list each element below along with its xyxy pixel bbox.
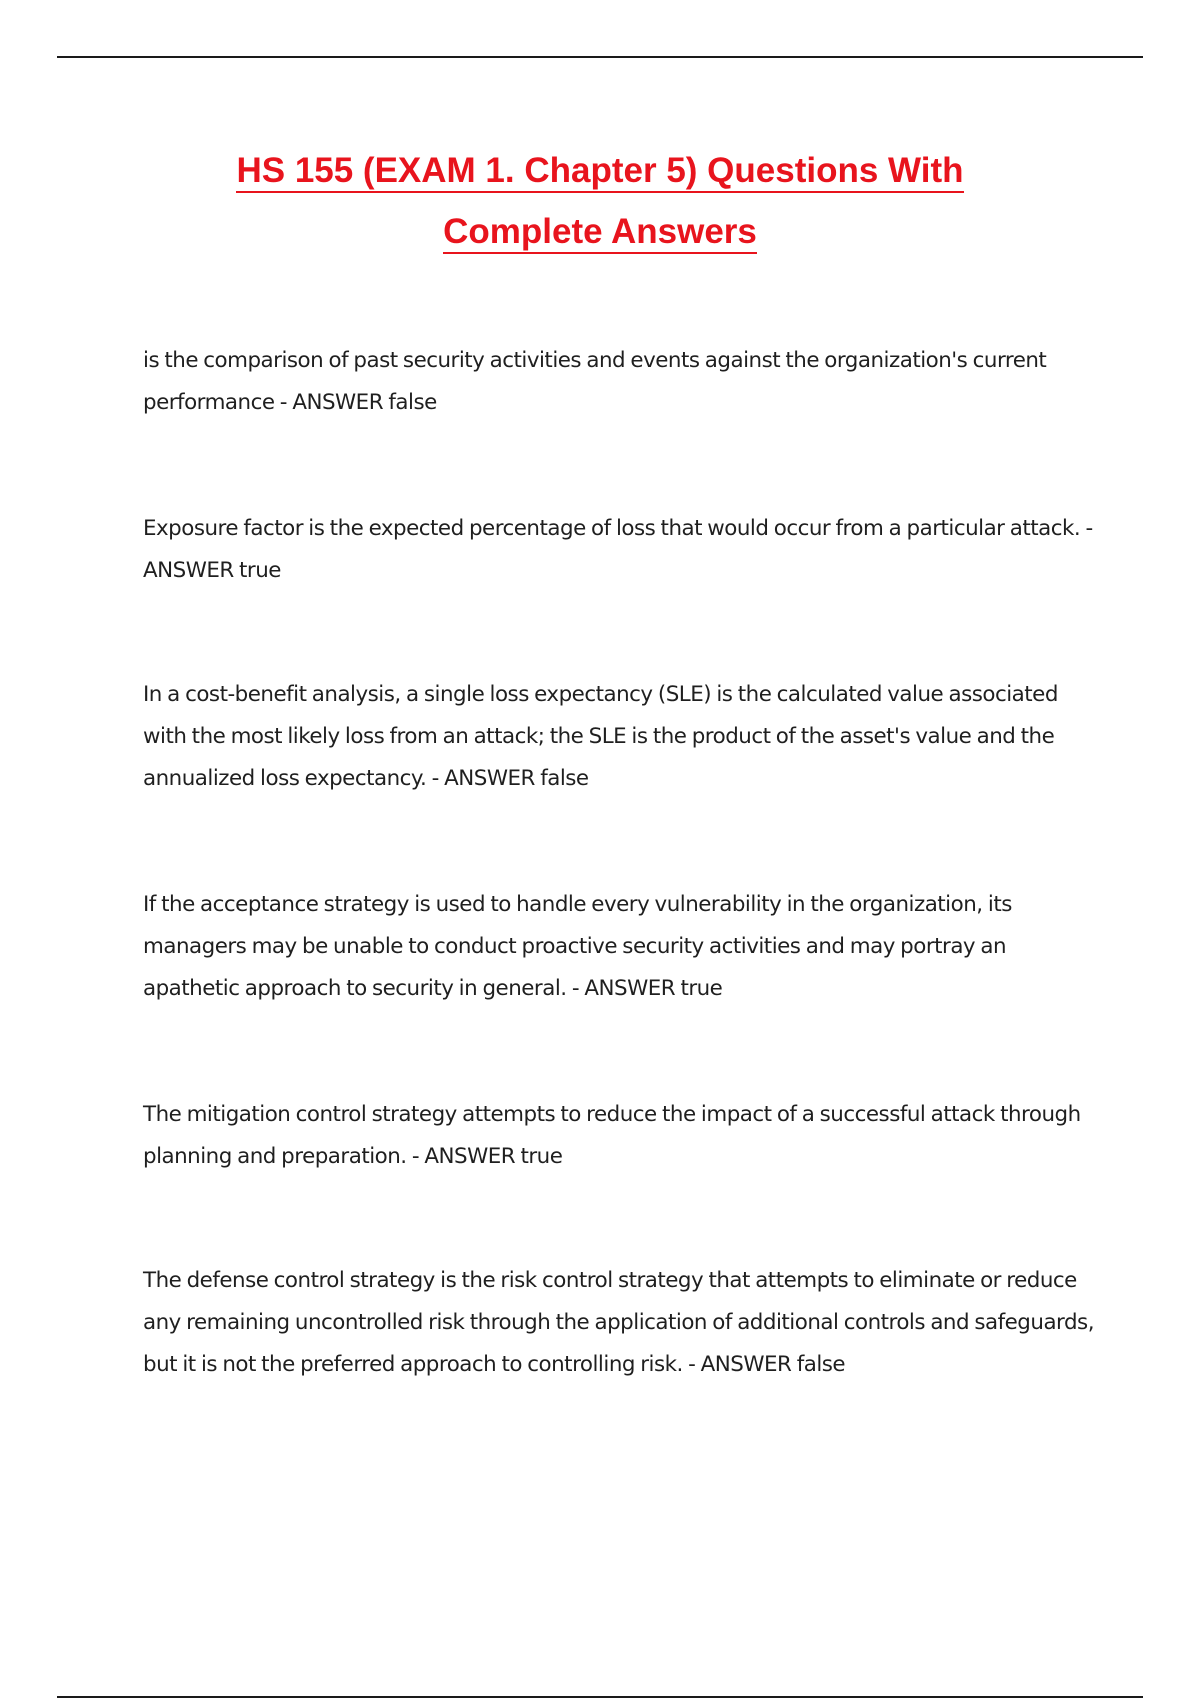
- bottom-rule: [57, 1696, 1143, 1698]
- qa-item-4: [143, 884, 1103, 1010]
- answer-text: false: [388, 390, 437, 415]
- qa-item-3: [143, 674, 1103, 800]
- question-text: is the comparison of past security activities and events against the organization's current performance: [143, 348, 1047, 415]
- answer-text: false: [796, 1352, 846, 1377]
- question-text: If the acceptance strategy is used to handle every vulnerability in the organization, its managers may be unable to conduct proactive security activities and may portray an apathetic approach to security in general.: [143, 892, 1012, 1001]
- question-text: The mitigation control strategy attempts to reduce the impact of a successful attack through planning and preparation.: [143, 1102, 1081, 1169]
- question-text: Exposure factor is the expected percentage of loss that would occur from a particular attack.: [143, 516, 1081, 541]
- document-title: [100, 140, 1100, 262]
- qa-item-6: [143, 1260, 1103, 1386]
- title-line-2: Complete Answers: [443, 212, 757, 254]
- qa-item-1: [143, 340, 1103, 424]
- answer-separator: - ANSWER: [274, 390, 389, 415]
- title-line-1: HS 155 (EXAM 1. Chapter 5) Questions With: [236, 151, 963, 193]
- answer-separator: - ANSWER: [426, 766, 541, 791]
- answer-text: true: [680, 976, 723, 1001]
- answer-separator: - ANSWER: [406, 1144, 521, 1169]
- question-text: In a cost-benefit analysis, a single loss expectancy (SLE) is the calculated value associated with the most likely loss from an attack; the SLE is the product of the asset's value and the annualized loss expectancy.: [143, 682, 1058, 791]
- question-text: The defense control strategy is the risk control strategy that attempts to eliminate or reduce any remaining uncontrolled risk through the application of additional controls and safeguards, but it is not the preferred approach to controlling risk.: [143, 1268, 1094, 1377]
- top-rule: [57, 56, 1143, 58]
- qa-item-5: [143, 1094, 1103, 1178]
- answer-text: false: [540, 766, 589, 791]
- qa-item-2: [143, 508, 1103, 592]
- answer-text: true: [520, 1144, 563, 1169]
- answer-text: true: [239, 558, 281, 583]
- answer-separator: - ANSWER: [682, 1352, 797, 1377]
- answer-separator: - ANSWER: [566, 976, 681, 1001]
- answer-separator: - ANSWER: [143, 516, 1093, 583]
